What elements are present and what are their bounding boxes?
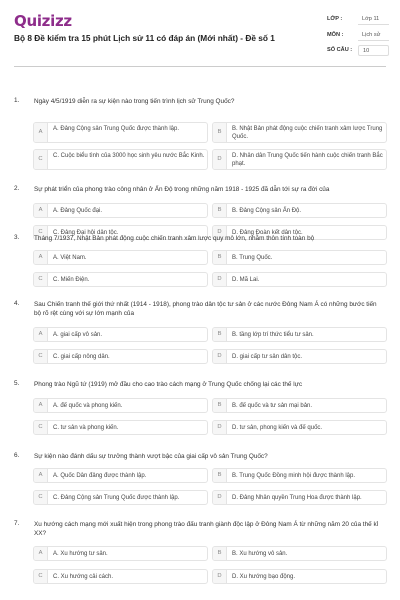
option-text: C. Cuộc biểu tình của 3000 học sinh yêu nước Bắc Kinh. — [53, 153, 205, 159]
question-text: Phong trào Ngũ tứ (1919) mở đầu cho cao trào cách mạng ở Trung Quốc chống lại các thế lực — [34, 381, 303, 388]
q3-option-c[interactable] — [33, 272, 208, 287]
option-letter: D — [213, 226, 227, 239]
option-text: A. giai cấp vô sản. — [53, 331, 103, 338]
q7-option-c[interactable] — [33, 569, 208, 584]
document-title: Bộ 8 Đề kiểm tra 15 phút Lịch sử 11 có đáp án (Mới nhất) - Đề số 1 — [14, 33, 275, 43]
option-text: A. đế quốc và phong kiến. — [53, 402, 123, 409]
meta-subject-label: MÔN : — [327, 32, 344, 38]
option-text: B. đế quốc và tư sản mại bản. — [232, 402, 313, 409]
worksheet-header — [0, 0, 400, 66]
q6-option-c[interactable] — [33, 490, 208, 505]
question-text: Sự kiện nào đánh dấu sự trưởng thành vượt bậc của giai cấp vô sản Trung Quốc? — [34, 453, 268, 460]
q2-option-b[interactable] — [212, 203, 387, 218]
question-number: 5. — [14, 380, 20, 387]
q6-option-a[interactable] — [33, 468, 208, 483]
q4-option-b[interactable] — [212, 327, 387, 342]
q7-option-a[interactable] — [33, 546, 208, 561]
header-divider — [14, 66, 386, 67]
question-text: Tháng 7/1937, Nhật Bản phát động cuộc chiến tranh xâm lược quy mô lớn, nhằm thôn tính toàn bộ — [34, 235, 315, 242]
option-text: C. Miến Điện. — [53, 276, 90, 283]
option-text: B. Đảng Cộng sản Ấn Độ. — [232, 207, 302, 214]
option-text: B. Nhật Bản phát động cuộc chiến tranh xâm lược Trung Quốc. — [232, 126, 383, 140]
option-letter: A — [34, 123, 48, 142]
option-text: B. Trung Quốc Đồng minh hội được thành lập. — [232, 472, 356, 479]
option-text: D. Xu hướng bạo động. — [232, 573, 295, 580]
meta-class — [327, 14, 389, 26]
question-text: Ngày 4/5/1919 diễn ra sự kiện nào trong tiến trình lịch sử Trung Quốc? — [34, 98, 235, 105]
q7-option-d[interactable] — [212, 569, 387, 584]
q3-option-a[interactable] — [33, 250, 208, 265]
question-text: Sự phát triển của phong trào công nhân ở Ấn Độ trong những năm 1918 - 1925 đã dẫn tới sự ra đời của — [34, 186, 330, 193]
option-letter: A — [34, 399, 48, 412]
q1-option-b[interactable] — [212, 122, 387, 143]
q6-option-d[interactable] — [212, 490, 387, 505]
option-letter: D — [213, 273, 227, 286]
meta-subject-value: Lịch sử — [358, 30, 389, 41]
option-letter: D — [213, 491, 227, 504]
meta-class-value: Lớp 11 — [358, 14, 389, 25]
q3-option-b[interactable] — [212, 250, 387, 265]
q6-option-b[interactable] — [212, 468, 387, 483]
option-text: C. Đảng Đại hội dân tộc. — [53, 229, 119, 236]
option-letter: A — [34, 251, 48, 264]
option-letter: B — [213, 204, 227, 217]
question-number: 7. — [14, 520, 20, 527]
question-number: 6. — [14, 452, 20, 459]
option-letter: B — [213, 251, 227, 264]
option-letter: A — [34, 204, 48, 217]
option-letter: B — [213, 123, 227, 142]
option-text: C. Xu hướng cải cách. — [53, 573, 113, 580]
q4-option-c[interactable] — [33, 349, 208, 364]
option-text: D. Đảng Đoàn kết dân tộc. — [232, 229, 303, 236]
option-text: C. giai cấp nông dân. — [53, 353, 110, 360]
option-text: D. Nhân dân Trung Quốc tiến hành cuộc chiến tranh Bắc phạt. — [232, 153, 383, 167]
quizizz-logo: Quizizz — [14, 12, 72, 30]
option-letter: B — [213, 547, 227, 560]
option-text: A. Đảng Cộng sản Trung Quốc được thành lập. — [53, 126, 180, 132]
q7-option-b[interactable] — [212, 546, 387, 561]
option-letter: D — [213, 570, 227, 583]
question-number: 1. — [14, 97, 20, 104]
q1-option-c[interactable] — [33, 149, 208, 170]
q5-option-d[interactable] — [212, 420, 387, 435]
option-letter: C — [34, 273, 48, 286]
option-text: C. tư sản và phong kiến. — [53, 424, 119, 431]
q5-option-c[interactable] — [33, 420, 208, 435]
meta-question-count-label: SỐ CÂU : — [327, 47, 353, 53]
meta-question-count-value: 10 — [358, 45, 389, 56]
question-number: 4. — [14, 300, 20, 307]
option-letter: D — [213, 350, 227, 363]
option-text: B. Trung Quốc. — [232, 254, 273, 261]
option-letter: C — [34, 150, 48, 169]
q2-option-a[interactable] — [33, 203, 208, 218]
option-letter: D — [213, 421, 227, 434]
option-text: D. giai cấp tư sản dân tộc. — [232, 353, 303, 360]
question-number: 2. — [14, 185, 20, 192]
option-text: D. Đảng Nhân quyền Trung Hoa được thành lập. — [232, 494, 362, 501]
option-letter: A — [34, 328, 48, 341]
q1-option-a[interactable] — [33, 122, 208, 143]
question-text: Xu hướng cách mạng mới xuất hiện trong phong trào đấu tranh giành độc lập ở Đông Nam Á từ những năm 20 của thế kỉ XX? — [34, 521, 379, 537]
option-letter: B — [213, 399, 227, 412]
option-letter: A — [34, 469, 48, 482]
option-text: A. Việt Nam. — [53, 254, 87, 261]
question-text: Sau Chiến tranh thế giới thứ nhất (1914 - 1918), phong trào dân tộc tư sản ở các nước Đông Nam Á có những bước tiến bộ rõ rệt cùng với sự lớn mạnh của — [34, 301, 377, 317]
option-letter: C — [34, 570, 48, 583]
option-text: A. Xu hướng tư sản. — [53, 550, 108, 557]
option-letter: C — [34, 491, 48, 504]
q3-option-d[interactable] — [212, 272, 387, 287]
q1-option-d[interactable] — [212, 149, 387, 170]
meta-question-count — [327, 45, 389, 57]
option-text: A. Quốc Dân đảng được thành lập. — [53, 472, 147, 479]
question-number: 3. — [14, 234, 20, 241]
option-text: B. Xu hướng vô sản. — [232, 550, 288, 557]
q5-option-a[interactable] — [33, 398, 208, 413]
option-letter: B — [213, 328, 227, 341]
option-letter: B — [213, 469, 227, 482]
option-text: C. Đảng Cộng sản Trung Quốc được thành lập. — [53, 494, 180, 501]
q4-option-a[interactable] — [33, 327, 208, 342]
q4-option-d[interactable] — [212, 349, 387, 364]
option-letter: C — [34, 226, 48, 239]
option-text: B. tầng lớp trí thức tiểu tư sản. — [232, 331, 314, 338]
option-text: A. Đảng Quốc đại. — [53, 207, 103, 214]
q5-option-b[interactable] — [212, 398, 387, 413]
option-text: D. tư sản, phong kiến và đế quốc. — [232, 424, 323, 431]
meta-class-label: LỚP : — [327, 16, 343, 22]
option-letter: C — [34, 421, 48, 434]
option-letter: D — [213, 150, 227, 169]
option-letter: C — [34, 350, 48, 363]
meta-subject — [327, 30, 389, 42]
option-text: D. Mã Lai. — [232, 276, 260, 283]
option-letter: A — [34, 547, 48, 560]
